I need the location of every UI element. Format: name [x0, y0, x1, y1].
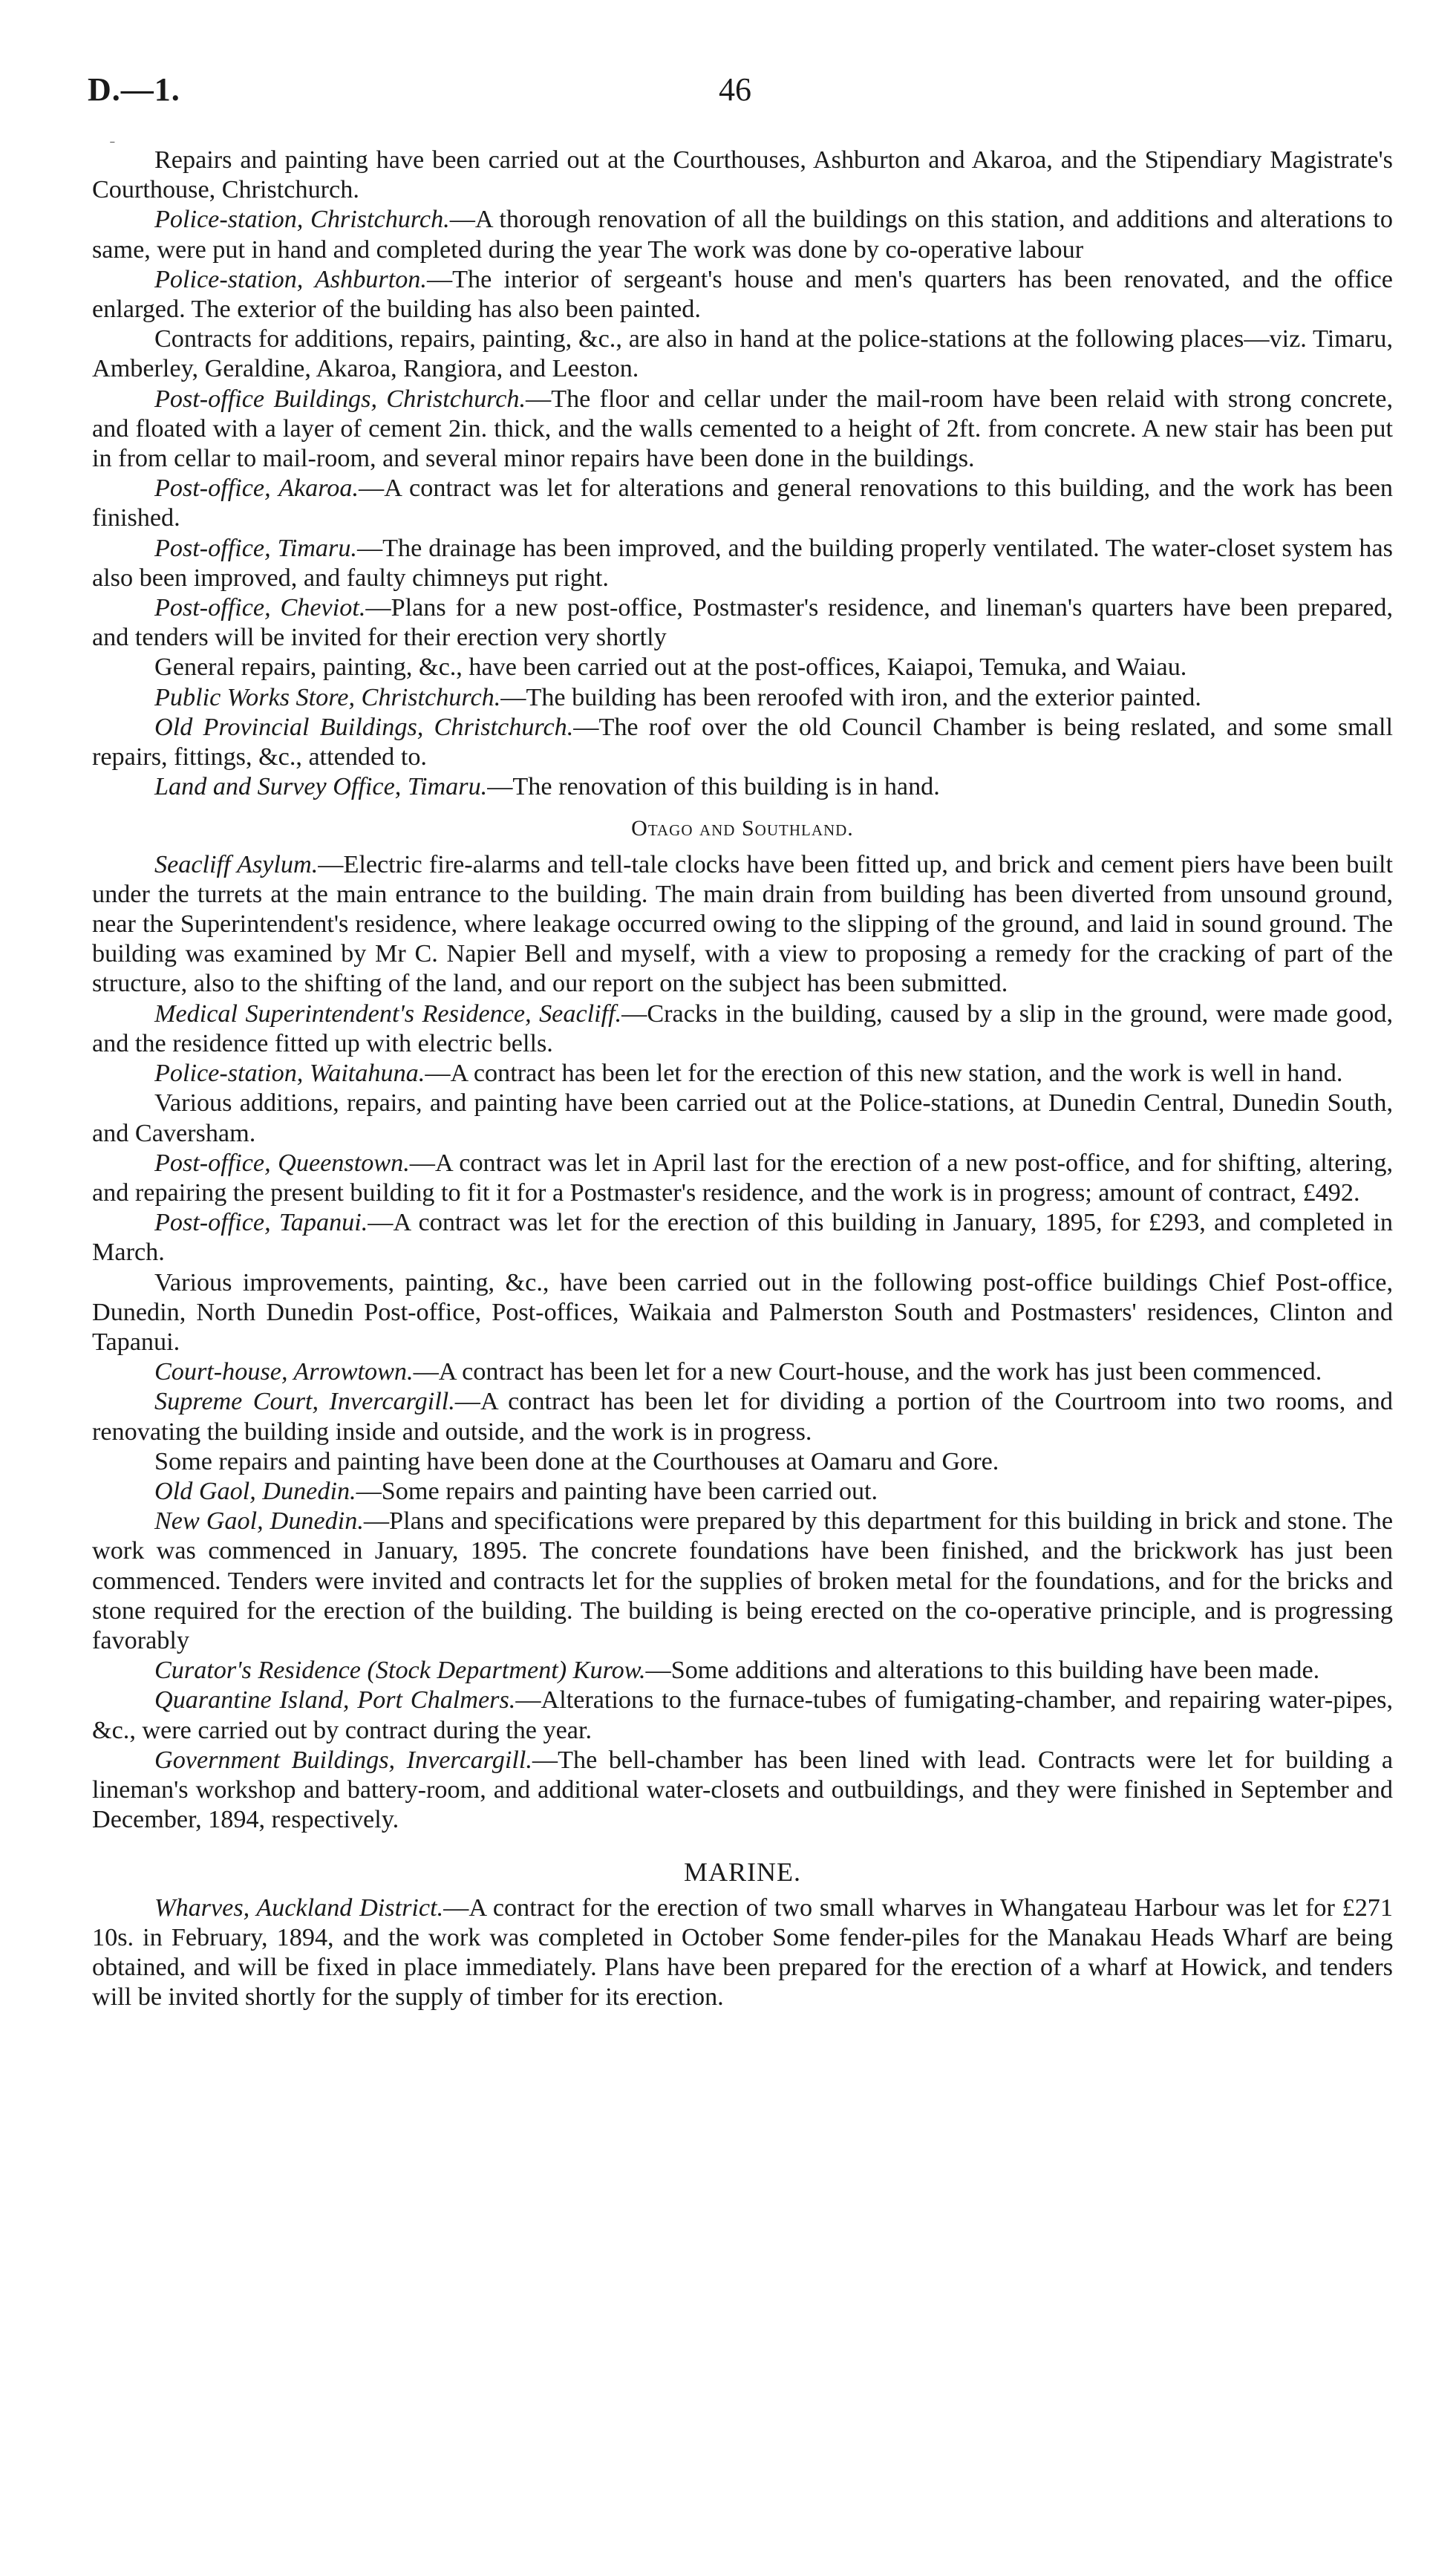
paragraph-heading: Seacliff Asylum.	[154, 850, 319, 878]
paragraph-heading: Post-office, Akaroa.	[154, 474, 359, 503]
paragraph: Wharves, Auckland District.—A contract for the erection of two small wharves in Whangateau Harbour was let for £271 10s. in February, 1894, and the work was completed in October Some fender-piles for the Manakau Heads Wharf are being obtained, and will be fixed in place immediately. Plans have been prepared for the erection of a wharf at Howick, and tenders will be invited shortly for the supply of timber for its erection.	[92, 1893, 1393, 2012]
paragraph-heading: Quarantine Island, Port Chalmers.	[154, 1686, 516, 1715]
paragraph: Post-office, Timaru.—The drainage has been improved, and the building properly ventilated. The water-closet system has also been improved, and faulty chimneys put right.	[92, 534, 1393, 592]
paragraph-heading: Post-office, Tapanui.	[154, 1209, 368, 1237]
document-reference: D.—1.	[88, 71, 180, 108]
paragraph-heading: Medical Superintendent's Residence, Seacliff.	[154, 999, 622, 1028]
paragraph: Police-station, Ashburton.—The interior of sergeant's house and men's quarters has been renovated, and the office enlarged. The exterior of the building has also been painted.	[92, 265, 1393, 324]
paragraph-heading: Post-office, Queenstown.	[154, 1149, 410, 1177]
paragraph: Various additions, repairs, and painting have been carried out at the Police-stations, at Dunedin Central, Dunedin South, and Caversham.	[92, 1089, 1393, 1147]
paragraph-heading: Land and Survey Office, Timaru.	[154, 773, 488, 801]
paragraph: Repairs and painting have been carried out at the Courthouses, Ashburton and Akaroa, and the Stipendiary Magistrate's Courthouse, Christchurch.	[92, 146, 1393, 204]
page-header	[88, 71, 1394, 123]
paragraph-heading: Court-house, Arrowtown.	[154, 1358, 414, 1386]
document-body	[92, 146, 1393, 2012]
paragraph-heading: Old Provincial Buildings, Christchurch.	[154, 713, 574, 741]
paragraph: Post-office, Akaroa.—A contract was let for alterations and general renovations to this building, and the work has been finished.	[92, 474, 1393, 532]
paragraph: Post-office, Queenstown.—A contract was let in April last for the erection of a new post-office, and for shifting, altering, and repairing the present building to fit it for a Postmaster's residence, and the work is in progress; amount of contract, £492.	[92, 1149, 1393, 1207]
paragraph: Police-station, Christchurch.—A thorough renovation of all the buildings on this station, and additions and alterations to same, were put in hand and completed during the year The work was done by co-operative labour	[92, 206, 1393, 264]
paragraph: Old Gaol, Dunedin.—Some repairs and painting have been carried out.	[154, 1477, 878, 1505]
paragraph-heading: Post-office, Timaru.	[154, 534, 357, 562]
paragraph: Some repairs and painting have been done at the Courthouses at Oamaru and Gore.	[154, 1447, 999, 1475]
paragraph-heading: Public Works Store, Christchurch.	[154, 683, 501, 711]
paragraph-heading: Post-office, Cheviot.	[154, 594, 366, 622]
paragraph: Post-office, Tapanui.—A contract was let for the erection of this building in January, 1895, for £293, and completed in March.	[92, 1209, 1393, 1267]
paragraph-heading: Old Gaol, Dunedin.	[154, 1477, 356, 1505]
print-speck: ˉ	[110, 138, 115, 154]
paragraph: Curator's Residence (Stock Department) Kurow.—Some additions and alterations to this building have been made.	[154, 1657, 1320, 1685]
paragraph: Seacliff Asylum.—Electric fire-alarms and tell-tale clocks have been fitted up, and brick and cement piers have been built under the turrets at the main entrance to the building. The main drain from building has been diverted from unsound ground, near the Superintendent's residence, where leakage occurred owing to the slipping of the ground, and laid in sound ground. The building was examined by Mr C. Napier Bell and myself, with a view to proposing a remedy for the cracking of part of the structure, also to the shifting of the land, and our report on the subject has been submitted.	[92, 850, 1393, 998]
paragraph: New Gaol, Dunedin.—Plans and specifications were prepared by this department for this building in brick and stone. The work was commenced in January, 1895. The concrete foundations have been finished, and the brickwork has just been commenced. Tenders were invited and contracts let for the supplies of broken metal for the foundations, and for the bricks and stone required for the erection of the building. The building is being erected on the co-operative principle, and is progressing favorably	[92, 1507, 1393, 1654]
paragraph: Land and Survey Office, Timaru.—The renovation of this building is in hand.	[154, 773, 940, 801]
paragraph-heading: Police-station, Christchurch.	[154, 206, 450, 234]
paragraph-heading: Wharves, Auckland District.	[154, 1893, 444, 1922]
section-heading-marine: MARINE.	[684, 1857, 801, 1888]
section-heading-otago: Otago and Southland.	[631, 816, 854, 841]
paragraph: Court-house, Arrowtown.—A contract has been let for a new Court-house, and the work has just been commenced.	[154, 1358, 1322, 1386]
page-number: 46	[719, 71, 751, 108]
paragraph: Medical Superintendent's Residence, Seacliff.—Cracks in the building, caused by a slip in the ground, were made good, and the residence fitted up with electric bells.	[92, 999, 1393, 1057]
paragraph-heading: Supreme Court, Invercargill.	[154, 1388, 455, 1416]
paragraph-heading: Post-office Buildings, Christchurch.	[154, 385, 526, 413]
paragraph: Various improvements, painting, &c., have been carried out in the following post-office buildings Chief Post-office, Dunedin, North Dunedin Post-office, Post-offices, Waikaia and Palmerston South and Postmasters' residences, Clinton and Tapanui.	[92, 1268, 1393, 1356]
paragraph: Post-office Buildings, Christchurch.—The floor and cellar under the mail-room have been relaid with strong concrete, and floated with a layer of cement 2in. thick, and the walls cemented to a height of 2ft. from concrete. A new stair has been put in from cellar to mail-room, and several minor repairs have been done in the buildings.	[92, 385, 1393, 473]
paragraph: Police-station, Waitahuna.—A contract has been let for the erection of this new station, and the work is well in hand.	[154, 1060, 1343, 1088]
paragraph: General repairs, painting, &c., have been carried out at the post-offices, Kaiapoi, Temuka, and Waiau.	[154, 653, 1187, 682]
paragraph: Public Works Store, Christchurch.—The building has been reroofed with iron, and the exterior painted.	[154, 683, 1201, 711]
paragraph-heading: Government Buildings, Invercargill.	[154, 1746, 532, 1774]
paragraph-heading: New Gaol, Dunedin.	[154, 1507, 364, 1536]
paragraph: Supreme Court, Invercargill.—A contract has been let for dividing a portion of the Courtroom into two rooms, and renovating the building inside and outside, and the work is in progress.	[92, 1388, 1393, 1446]
paragraph-heading: Curator's Residence (Stock Department) Kurow.	[154, 1657, 646, 1685]
paragraph: Post-office, Cheviot.—Plans for a new post-office, Postmaster's residence, and lineman's quarters have been prepared, and tenders will be invited for their erection very shortly	[92, 594, 1394, 652]
paragraph: Government Buildings, Invercargill.—The bell-chamber has been lined with lead. Contracts were let for building a lineman's workshop and battery-room, and additional water-closets and outbuildings, and they were finished in September and December, 1894, respectively.	[92, 1746, 1393, 1834]
paragraph: Old Provincial Buildings, Christchurch.—The roof over the old Council Chamber is being reslated, and some small repairs, fittings, &c., attended to.	[92, 713, 1393, 771]
paragraph-heading: Police-station, Ashburton.	[154, 265, 427, 293]
paragraph: Quarantine Island, Port Chalmers.—Alterations to the furnace-tubes of fumigating-chamber, and repairing water-pipes, &c., were carried out by contract during the year.	[92, 1686, 1393, 1744]
paragraph: Contracts for additions, repairs, painting, &c., are also in hand at the police-stations at the following places—viz. Timaru, Amberley, Geraldine, Akaroa, Rangiora, and Leeston.	[92, 325, 1393, 383]
paragraph-heading: Police-station, Waitahuna.	[154, 1060, 425, 1088]
